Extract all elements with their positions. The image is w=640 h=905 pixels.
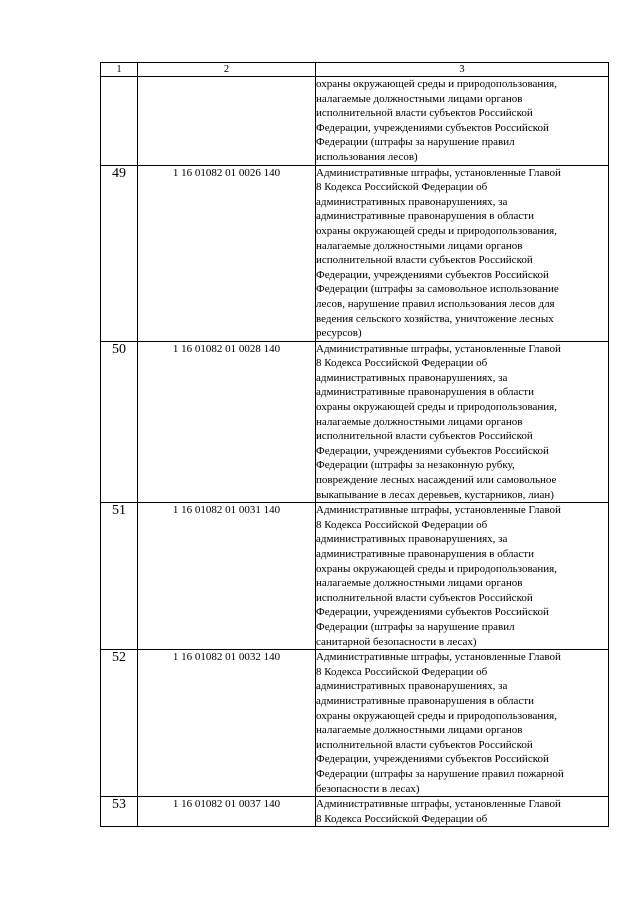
description-line: охраны окружающей среды и природопользования,: [316, 709, 557, 722]
description-line: Федерации, учреждениями субъектов Российской: [316, 606, 549, 619]
description-line: санитарной безопасности в лесах): [316, 635, 477, 648]
description-line: налагаемые должностными лицами органов: [316, 92, 523, 105]
description-cell: [316, 341, 609, 503]
description-line: выкапывание в лесах деревьев, кустарников, лиан): [316, 488, 554, 501]
budget-code-cell: 1 16 01082 01 0028 140: [138, 341, 316, 503]
description-line: административные правонарушения в области: [316, 210, 534, 223]
description-cell: [316, 165, 609, 341]
description-cell: [316, 650, 609, 797]
budget-code-cell: 1 16 01082 01 0032 140: [138, 650, 316, 797]
header-cell-description: 3: [316, 63, 609, 77]
budget-code-cell: [138, 77, 316, 166]
description-line: Федерации (штрафы за нарушение правил: [316, 620, 515, 633]
description-line: 8 Кодекса Российской Федерации об: [316, 181, 488, 194]
row-number-cell: 52: [101, 650, 138, 797]
description-cell: [316, 503, 609, 650]
table-row: [101, 165, 609, 341]
description-line: ресурсов): [316, 327, 362, 340]
description-line: 8 Кодекса Российской Федерации об: [316, 518, 488, 531]
description-line: Федерации, учреждениями субъектов Российской: [316, 753, 549, 766]
description-line: повреждение лесных насаждений или самовольное: [316, 474, 557, 487]
header-cell-number: 1: [101, 63, 138, 77]
table-row: [101, 77, 609, 166]
row-number-cell: 51: [101, 503, 138, 650]
description-line: исполнительной власти субъектов Российской: [316, 430, 533, 443]
description-line: налагаемые должностными лицами органов: [316, 415, 523, 428]
table-row: [101, 797, 609, 827]
description-line: исполнительной власти субъектов Российской: [316, 254, 533, 267]
description-line: административные правонарушения в области: [316, 548, 534, 560]
description-cell: [316, 797, 609, 827]
description-line: исполнительной власти субъектов Российской: [316, 107, 533, 120]
description-line: охраны окружающей среды и природопользования,: [316, 562, 557, 575]
description-line: Административные штрафы, установленные Главой: [316, 342, 561, 355]
description-line: 8 Кодекса Российской Федерации об: [316, 812, 488, 825]
description-line: Федерации (штрафы за самовольное использование: [316, 283, 559, 296]
description-line: Федерации, учреждениями субъектов Российской: [316, 268, 549, 281]
description-line: административных правонарушениях, за: [316, 195, 508, 208]
description-line: Федерации (штрафы за нарушение правил пожарной: [316, 767, 564, 780]
description-line: охраны окружающей среды и природопользования,: [316, 401, 557, 414]
description-line: административные правонарушения в области: [316, 386, 534, 399]
description-line: Административные штрафы, установленные Главой: [316, 166, 561, 179]
description-line: Административные штрафы, установленные Главой: [316, 504, 561, 517]
row-number-cell: 53: [101, 797, 138, 827]
description-line: Административные штрафы, установленные Главой: [316, 798, 561, 811]
description-line: безопасности в лесах): [316, 782, 420, 795]
description-line: охраны окружающей среды и природопользования,: [316, 224, 557, 237]
description-cell: [316, 77, 609, 166]
table-row: [101, 341, 609, 503]
description-line: 8 Кодекса Российской Федерации об: [316, 665, 488, 678]
budget-code-cell: 1 16 01082 01 0031 140: [138, 503, 316, 650]
description-line: Административные штрафы, установленные Главой: [316, 651, 561, 664]
header-cell-code: 2: [138, 63, 316, 77]
row-number-cell: [101, 77, 138, 166]
description-line: лесов, нарушение правил использования лесов для: [316, 297, 555, 310]
row-number-cell: 50: [101, 341, 138, 503]
description-line: Федерации, учреждениями субъектов Российской: [316, 121, 549, 134]
description-line: исполнительной власти субъектов Российской: [316, 738, 533, 751]
description-line: Федерации (штрафы за нарушение правил: [316, 136, 515, 149]
table-row: [101, 503, 609, 650]
description-line: налагаемые должностными лицами органов: [316, 577, 523, 590]
description-line: налагаемые должностными лицами органов: [316, 239, 523, 252]
description-line: 8 Кодекса Российской Федерации об: [316, 357, 488, 370]
header-row: [101, 63, 609, 77]
description-line: административных правонарушениях, за: [316, 371, 508, 384]
description-line: использования лесов): [316, 150, 418, 163]
description-line: ведения сельского хозяйства, уничтожение лесных: [316, 312, 554, 325]
table-body: [101, 63, 609, 827]
description-line: Федерации, учреждениями субъектов Российской: [316, 444, 549, 457]
description-line: Федерации (штрафы за незаконную рубку,: [316, 459, 515, 472]
description-line: налагаемые должностными лицами органов: [316, 724, 523, 737]
description-line: административных правонарушениях, за: [316, 533, 508, 546]
description-line: административные правонарушения в области: [316, 694, 534, 707]
description-line: исполнительной власти субъектов Российской: [316, 591, 533, 604]
budget-codes-table: [100, 62, 609, 827]
row-number-cell: 49: [101, 165, 138, 341]
description-line: охраны окружающей среды и природопользования,: [316, 78, 557, 90]
budget-code-cell: 1 16 01082 01 0026 140: [138, 165, 316, 341]
table-row: [101, 650, 609, 797]
budget-code-cell: 1 16 01082 01 0037 140: [138, 797, 316, 827]
description-line: административных правонарушениях, за: [316, 680, 508, 693]
